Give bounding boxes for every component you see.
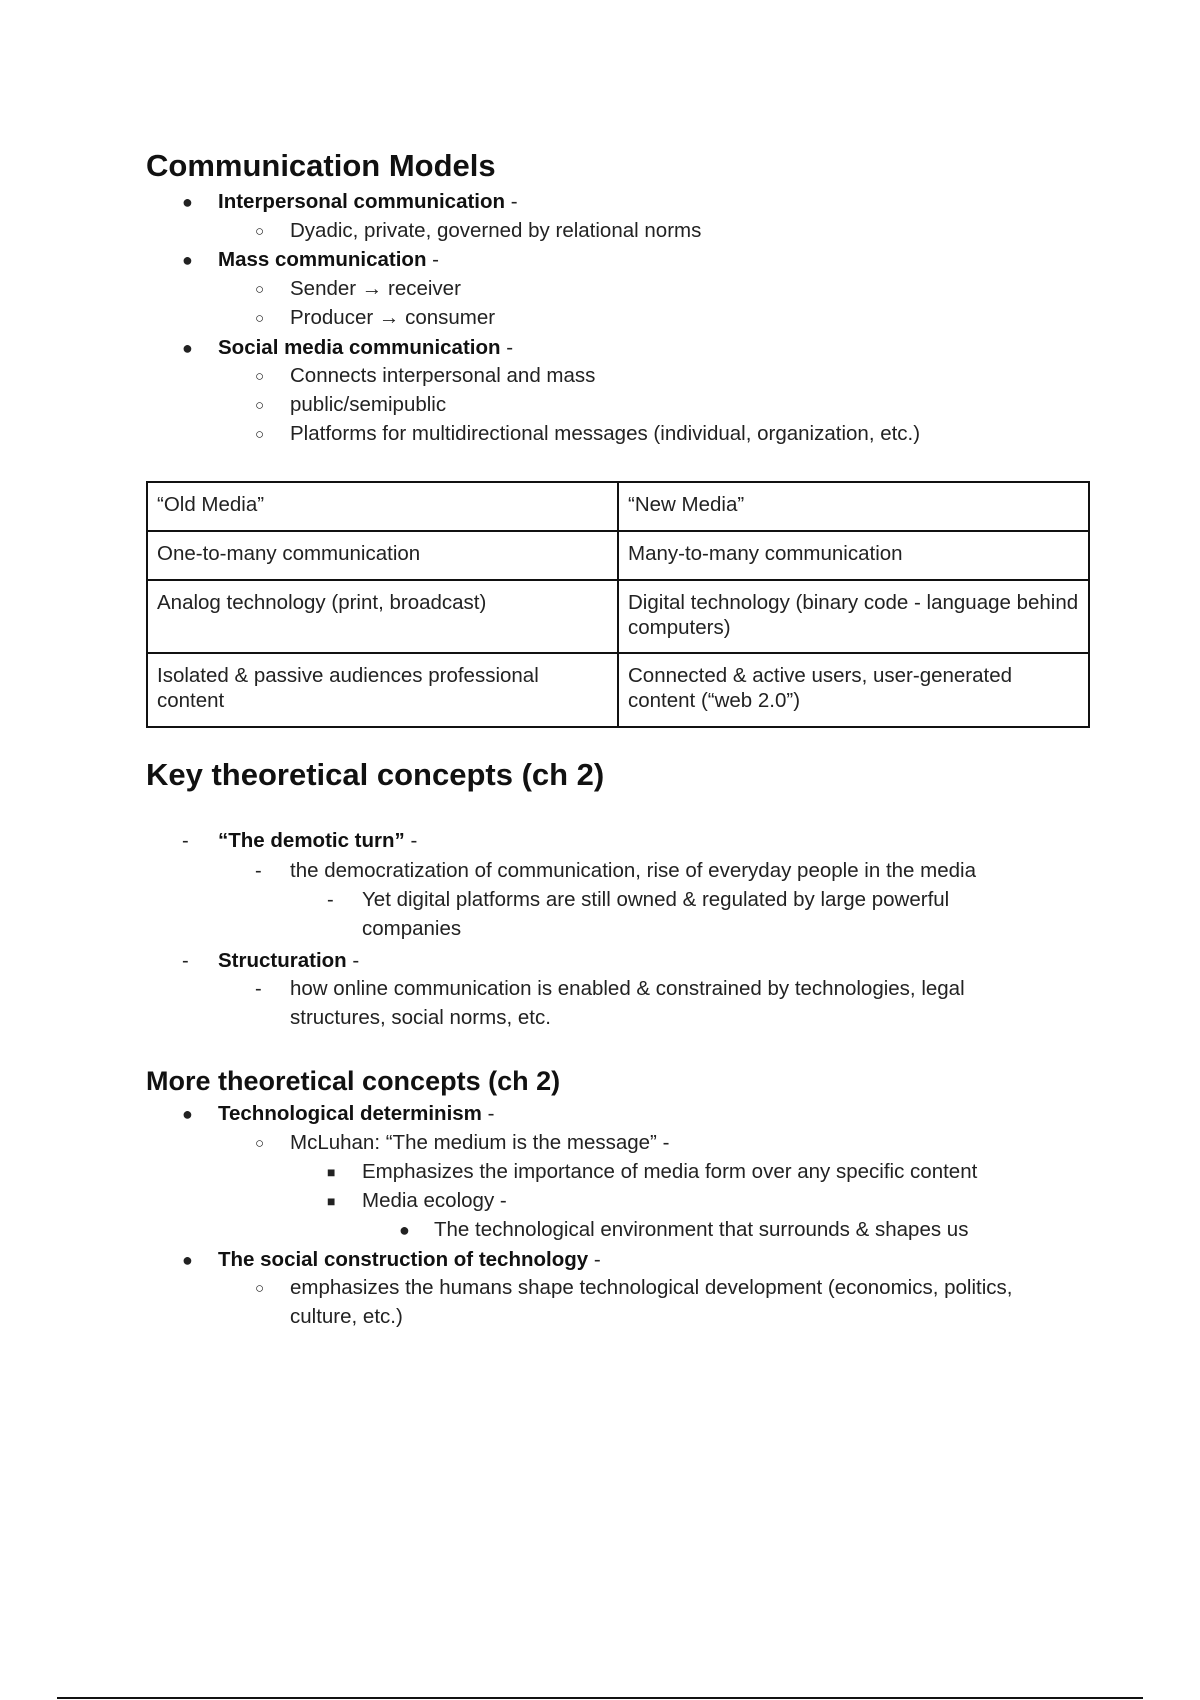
bullet-dash: - (182, 950, 189, 972)
bullet-dash: - (255, 860, 262, 882)
bullet-square: ■ (327, 1193, 336, 1209)
bottom-rule (57, 1697, 1143, 1699)
term-suffix: - (588, 1248, 601, 1271)
term-label: Technological determinism (218, 1102, 482, 1125)
table-cell: Isolated & passive audiences professional content (147, 653, 618, 727)
term-label: Social media communication (218, 336, 501, 359)
table-cell: “New Media” (618, 482, 1089, 531)
table-row (147, 531, 1089, 580)
table-cell: “Old Media” (147, 482, 618, 531)
table-row (147, 580, 1089, 653)
table-cell: Analog technology (print, broadcast) (147, 580, 618, 653)
bullet-circle: ○ (255, 397, 265, 414)
bullet-square: ■ (327, 1164, 336, 1180)
list-item-social-construction (218, 1246, 601, 1274)
list-item-interpersonal (218, 188, 518, 216)
list-subsubitem-line2: companies (362, 917, 462, 940)
list-subitem: public/semipublic (290, 393, 447, 416)
term-suffix: - (481, 1102, 495, 1125)
bullet-circle: ○ (255, 310, 265, 327)
bullet-circle: ○ (255, 281, 265, 298)
list-item-structuration (218, 947, 359, 975)
list-subsubitem: Emphasizes the importance of media form over any specific content (362, 1160, 978, 1183)
term-label: Structuration (218, 949, 347, 972)
list-subitem: McLuhan: “The medium is the message” - (290, 1131, 670, 1154)
list-subitem: Producer → consumer (290, 306, 496, 329)
term-suffix: - (404, 829, 418, 852)
term-label: The social construction of technology (218, 1248, 589, 1271)
bullet-disc: ● (182, 192, 193, 212)
term-label: Interpersonal communication (218, 190, 506, 213)
term-suffix: - (426, 248, 439, 271)
list-subitem-line1: how online communication is enabled & constrained by technologies, legal (290, 977, 965, 1000)
list-item-demotic-turn (218, 827, 417, 855)
bullet-disc: ● (182, 1250, 193, 1270)
bullet-circle: ○ (255, 1280, 265, 1297)
heading-more-theoretical-concepts: More theoretical concepts (ch 2) (146, 1066, 561, 1096)
bullet-circle: ○ (255, 1135, 265, 1152)
table-cell: Many-to-many communication (618, 531, 1089, 580)
table-cell: One-to-many communication (147, 531, 618, 580)
media-comparison-table (146, 481, 1090, 728)
bullet-circle: ○ (255, 426, 265, 443)
bullet-dash: - (255, 978, 262, 1000)
list-subitem-line2: structures, social norms, etc. (290, 1006, 551, 1029)
list-subitem: the democratization of communication, rise of everyday people in the media (290, 859, 976, 882)
list-item-mass (218, 246, 439, 274)
list-subitem-line1: emphasizes the humans shape technological development (economics, politics, (290, 1276, 1013, 1299)
table-row (147, 653, 1089, 727)
term-suffix: - (346, 949, 360, 972)
term-label: Mass communication (218, 248, 427, 271)
list-subsubitem: Media ecology - (362, 1189, 507, 1212)
term-suffix: - (500, 336, 514, 359)
bullet-dash: - (182, 830, 189, 852)
heading-key-theoretical-concepts: Key theoretical concepts (ch 2) (146, 757, 605, 792)
list-subitem: Sender → receiver (290, 277, 461, 300)
bullet-disc: ● (182, 250, 193, 270)
list-subsubitem-line1: Yet digital platforms are still owned & regulated by large powerful (362, 888, 950, 911)
table-cell: Digital technology (binary code - language behind computers) (618, 580, 1089, 653)
table-row (147, 482, 1089, 531)
term-label: “The demotic turn” (218, 829, 405, 852)
list-level4-item: The technological environment that surrounds & shapes us (434, 1218, 969, 1241)
bullet-circle: ○ (255, 368, 265, 385)
bullet-circle: ○ (255, 223, 265, 240)
list-subitem: Connects interpersonal and mass (290, 364, 596, 387)
list-item-social-media (218, 334, 513, 362)
bullet-disc: ● (182, 338, 193, 358)
heading-communication-models: Communication Models (146, 148, 496, 183)
term-suffix: - (505, 190, 518, 213)
list-item-technological-determinism (218, 1100, 494, 1128)
bullet-disc: ● (399, 1220, 410, 1240)
bullet-dash: - (327, 889, 334, 911)
list-subitem-line2: culture, etc.) (290, 1305, 403, 1328)
list-subitem: Dyadic, private, governed by relational norms (290, 219, 702, 242)
bullet-disc: ● (182, 1104, 193, 1124)
list-subitem: Platforms for multidirectional messages (individual, organization, etc.) (290, 422, 921, 445)
table-cell: Connected & active users, user-generated content (“web 2.0”) (618, 653, 1089, 727)
